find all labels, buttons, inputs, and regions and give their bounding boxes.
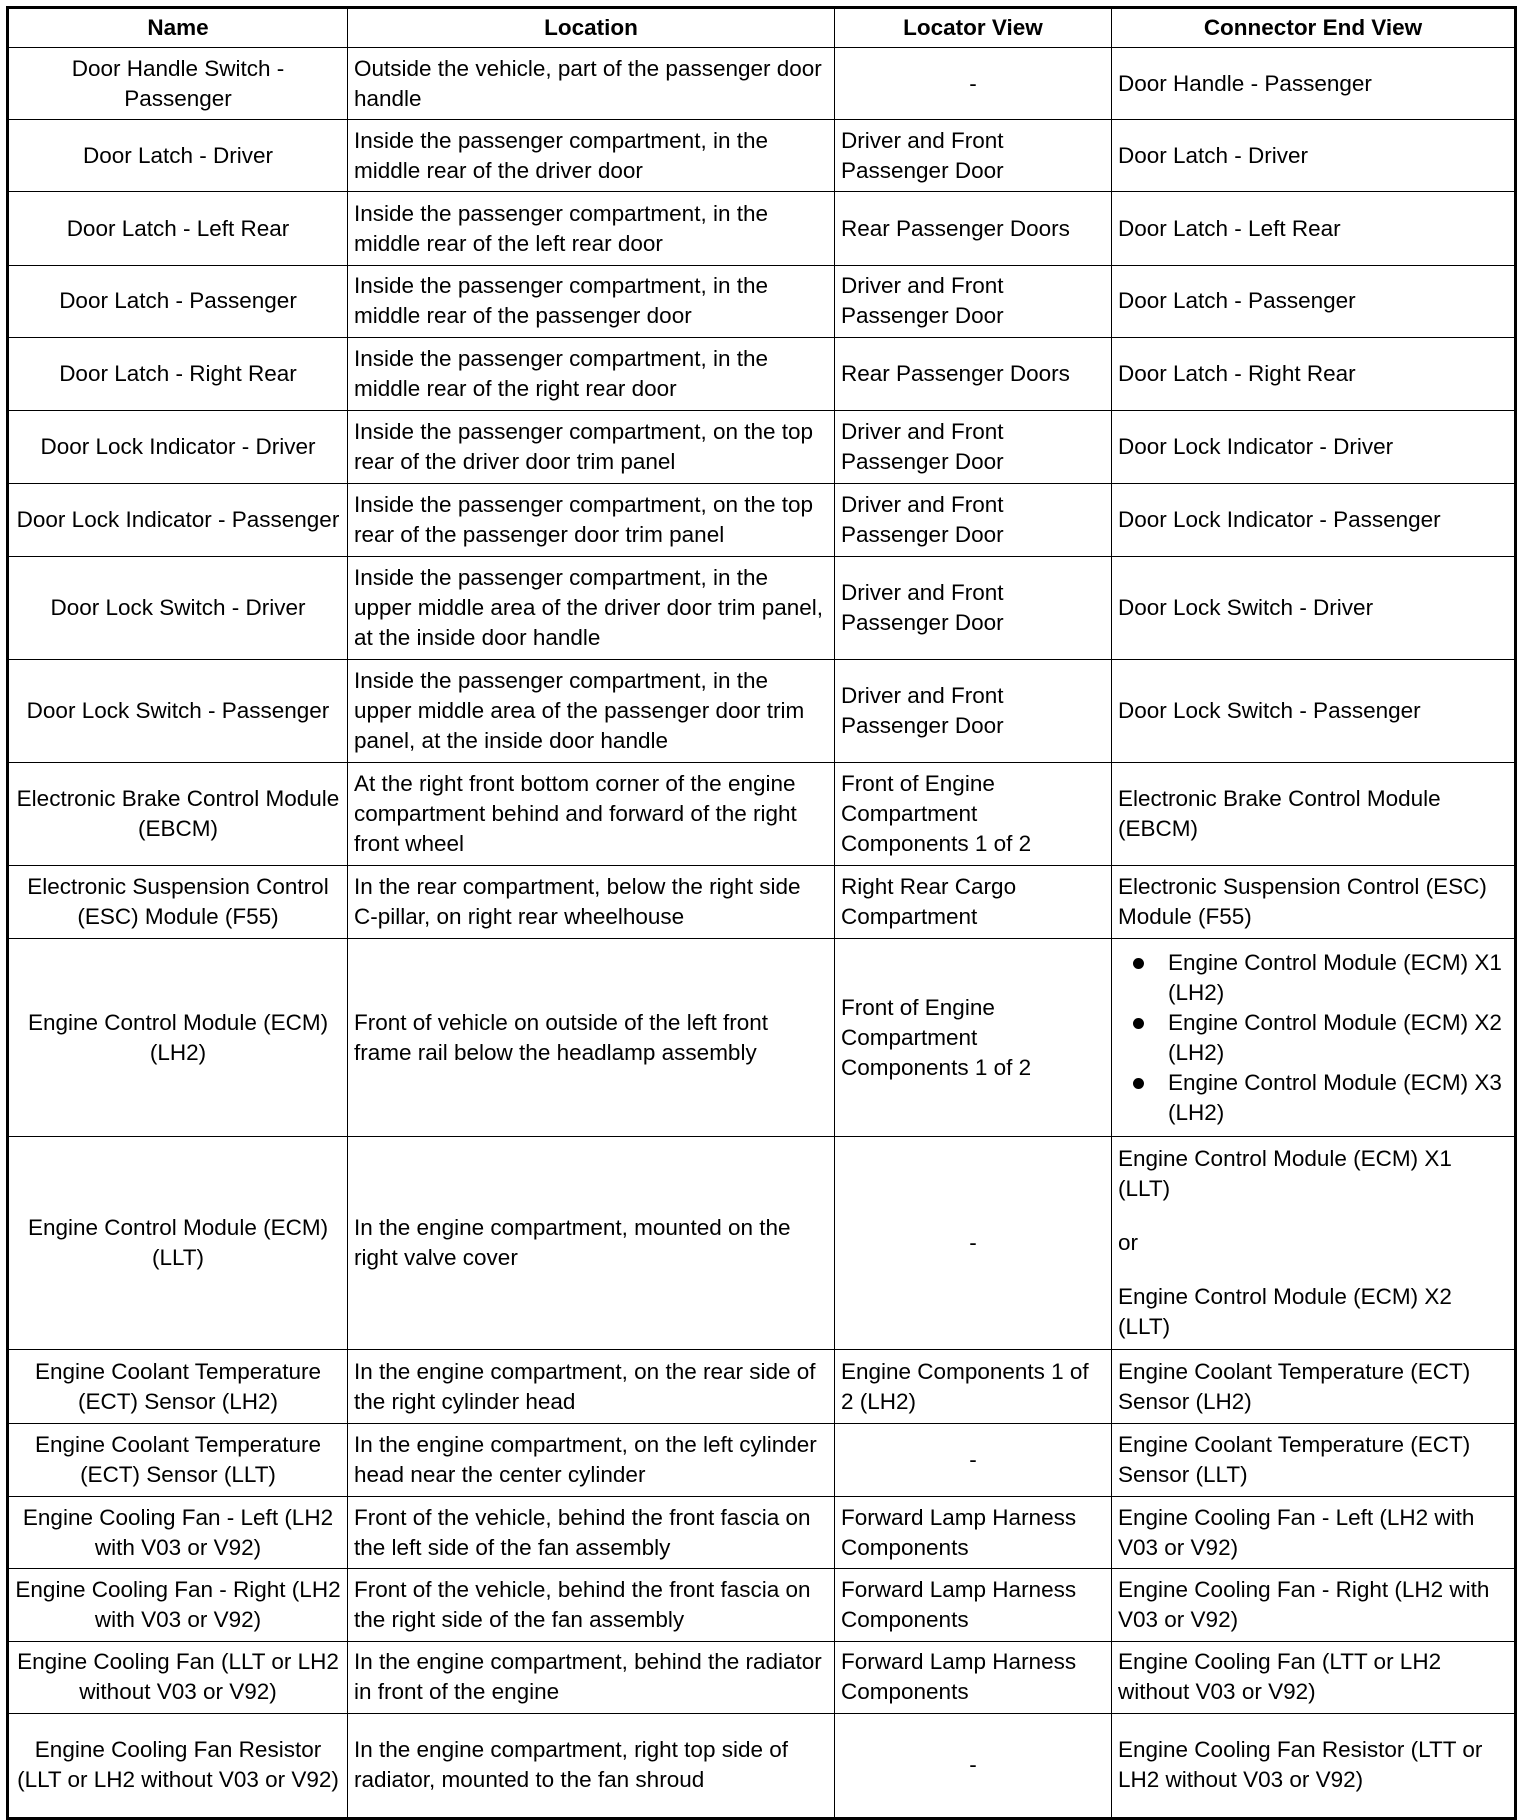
cell-locator-view: - [835,1137,1112,1350]
cell-locator-view: Engine Components 1 of 2 (LH2) [835,1350,1112,1423]
cell-name: Engine Coolant Temperature (ECT) Sensor (LH2) [8,1350,348,1423]
table-row [8,1713,1516,1818]
connector-text: Door Latch - Right Rear [1118,361,1356,387]
table-row [8,411,1516,483]
cell-locator-view: Right Rear Cargo Compartment [835,865,1112,938]
cell-connector-end-view [1112,557,1516,660]
cell-location: Front of the vehicle, behind the front fascia on the left side of the fan assembly [348,1497,835,1569]
cell-name: Electronic Suspension Control (ESC) Module (F55) [8,865,348,938]
cell-name: Door Lock Indicator - Passenger [8,483,348,556]
header-connector-end-view: Connector End View [1112,8,1516,48]
cell-name: Door Latch - Passenger [8,265,348,337]
cell-locator-view: Driver and Front Passenger Door [835,265,1112,337]
cell-connector-end-view [1112,1423,1516,1496]
cell-location: In the engine compartment, on the left cylinder head near the center cylinder [348,1423,835,1496]
cell-connector-end-view [1112,659,1516,763]
cell-locator-view: - [835,48,1112,120]
cell-name: Engine Control Module (ECM) (LH2) [8,939,348,1137]
cell-locator-view: Forward Lamp Harness Components [835,1641,1112,1713]
cell-locator-view: Driver and Front Passenger Door [835,411,1112,483]
cell-location: Inside the passenger compartment, on the top rear of the driver door trim panel [348,411,835,483]
cell-connector-end-view [1112,939,1516,1137]
connector-list [1118,948,1508,1128]
cell-connector-end-view [1112,192,1516,265]
cell-location: In the engine compartment, on the rear side of the right cylinder head [348,1350,835,1423]
table-row [8,483,1516,556]
cell-connector-end-view [1112,338,1516,411]
table-row [8,1137,1516,1350]
header-location: Location [348,8,835,48]
cell-locator-view: Driver and Front Passenger Door [835,483,1112,556]
cell-locator-view: Rear Passenger Doors [835,192,1112,265]
header-name: Name [8,8,348,48]
cell-name: Engine Cooling Fan (LLT or LH2 without V03 or V92) [8,1641,348,1713]
cell-locator-view: Driver and Front Passenger Door [835,659,1112,763]
connector-text: Door Lock Switch - Driver [1118,594,1374,620]
table-row [8,265,1516,337]
cell-locator-view: Forward Lamp Harness Components [835,1497,1112,1569]
cell-name: Engine Control Module (ECM) (LLT) [8,1137,348,1350]
connector-list-item: Engine Control Module (ECM) X3 (LH2) [1168,1068,1508,1128]
cell-location: Inside the passenger compartment, in the middle rear of the right rear door [348,338,835,411]
cell-name: Engine Cooling Fan Resistor (LLT or LH2 without V03 or V92) [8,1713,348,1818]
table-body [8,48,1516,1819]
cell-connector-end-view [1112,411,1516,483]
cell-connector-end-view [1112,1137,1516,1350]
table-row [8,939,1516,1137]
table-row [8,1497,1516,1569]
connector-text: Door Lock Indicator - Driver [1118,434,1394,460]
cell-location: Outside the vehicle, part of the passenger door handle [348,48,835,120]
table-row [8,763,1516,866]
cell-locator-view: - [835,1423,1112,1496]
connector-text: Engine Cooling Fan Resistor (LTT or LH2 without V03 or V92) [1118,1737,1483,1793]
cell-connector-end-view [1112,1569,1516,1641]
connector-text: Engine Cooling Fan - Right (LH2 with V03 or V92) [1118,1576,1490,1632]
table-row [8,338,1516,411]
connector-option: Engine Control Module (ECM) X2 (LLT) [1118,1284,1452,1340]
cell-location: Inside the passenger compartment, in the middle rear of the passenger door [348,265,835,337]
cell-locator-view: Forward Lamp Harness Components [835,1569,1112,1641]
cell-location: In the engine compartment, mounted on the right valve cover [348,1137,835,1350]
connector-list-item: Engine Control Module (ECM) X2 (LH2) [1168,1008,1508,1068]
cell-connector-end-view [1112,120,1516,192]
table-header-row [8,8,1516,48]
cell-location: Front of vehicle on outside of the left front frame rail below the headlamp assembly [348,939,835,1137]
table-row [8,1350,1516,1423]
cell-name: Door Lock Indicator - Driver [8,411,348,483]
connector-text: Electronic Brake Control Module (EBCM) [1118,785,1441,841]
table-row [8,557,1516,660]
connector-text: Door Latch - Passenger [1118,288,1356,314]
cell-locator-view: Driver and Front Passenger Door [835,557,1112,660]
connector-list-item: Engine Control Module (ECM) X1 (LH2) [1168,948,1508,1008]
connector-text: Electronic Suspension Control (ESC) Module (F55) [1118,873,1487,929]
cell-name: Door Handle Switch - Passenger [8,48,348,120]
cell-locator-view: Rear Passenger Doors [835,338,1112,411]
table-row [8,192,1516,265]
cell-name: Door Latch - Driver [8,120,348,192]
cell-location: Inside the passenger compartment, on the top rear of the passenger door trim panel [348,483,835,556]
cell-name: Door Latch - Right Rear [8,338,348,411]
component-locator-table [6,6,1517,1820]
connector-text: Engine Cooling Fan (LTT or LH2 without V03 or V92) [1118,1649,1442,1705]
cell-locator-view: Front of Engine Compartment Components 1 of 2 [835,939,1112,1137]
cell-name: Electronic Brake Control Module (EBCM) [8,763,348,866]
table-row [8,1569,1516,1641]
cell-location: Inside the passenger compartment, in the middle rear of the driver door [348,120,835,192]
cell-connector-end-view [1112,265,1516,337]
cell-name: Engine Cooling Fan - Right (LH2 with V03 or V92) [8,1569,348,1641]
cell-location: In the engine compartment, behind the radiator in front of the engine [348,1641,835,1713]
cell-location: Inside the passenger compartment, in the upper middle area of the passenger door trim panel, at the inside door handle [348,659,835,763]
connector-text: Engine Cooling Fan - Left (LH2 with V03 or V92) [1118,1504,1475,1560]
cell-location: In the engine compartment, right top side of radiator, mounted to the fan shroud [348,1713,835,1818]
cell-name: Engine Coolant Temperature (ECT) Sensor (LLT) [8,1423,348,1496]
connector-option: Engine Control Module (ECM) X1 (LLT) [1118,1146,1452,1202]
cell-location: Inside the passenger compartment, in the middle rear of the left rear door [348,192,835,265]
table-row [8,48,1516,120]
cell-connector-end-view [1112,865,1516,938]
connector-text: Door Lock Indicator - Passenger [1118,506,1441,532]
cell-name: Door Lock Switch - Passenger [8,659,348,763]
cell-connector-end-view [1112,1713,1516,1818]
cell-connector-end-view [1112,483,1516,556]
table-row [8,865,1516,938]
cell-locator-view: Front of Engine Compartment Components 1 of 2 [835,763,1112,866]
cell-location: At the right front bottom corner of the engine compartment behind and forward of the right front wheel [348,763,835,866]
cell-location: In the rear compartment, below the right side C-pillar, on right rear wheelhouse [348,865,835,938]
connector-or: or [1118,1230,1139,1256]
connector-text: Door Lock Switch - Passenger [1118,697,1421,723]
cell-locator-view: - [835,1713,1112,1818]
table-row [8,1423,1516,1496]
connector-text: Door Latch - Left Rear [1118,215,1341,241]
connector-text: Engine Coolant Temperature (ECT) Sensor (LH2) [1118,1358,1471,1414]
cell-name: Engine Cooling Fan - Left (LH2 with V03 or V92) [8,1497,348,1569]
cell-connector-end-view [1112,763,1516,866]
cell-name: Door Latch - Left Rear [8,192,348,265]
cell-locator-view: Driver and Front Passenger Door [835,120,1112,192]
cell-location: Front of the vehicle, behind the front fascia on the right side of the fan assembly [348,1569,835,1641]
header-locator-view: Locator View [835,8,1112,48]
connector-text: Door Handle - Passenger [1118,70,1372,96]
connector-text: Door Latch - Driver [1118,142,1309,168]
cell-name: Door Lock Switch - Driver [8,557,348,660]
table-row [8,659,1516,763]
cell-connector-end-view [1112,1497,1516,1569]
table-row [8,120,1516,192]
cell-connector-end-view [1112,48,1516,120]
cell-connector-end-view [1112,1641,1516,1713]
table-row [8,1641,1516,1713]
connector-text: Engine Coolant Temperature (ECT) Sensor (LLT) [1118,1431,1471,1487]
cell-location: Inside the passenger compartment, in the upper middle area of the driver door trim panel, at the inside door handle [348,557,835,660]
cell-connector-end-view [1112,1350,1516,1423]
